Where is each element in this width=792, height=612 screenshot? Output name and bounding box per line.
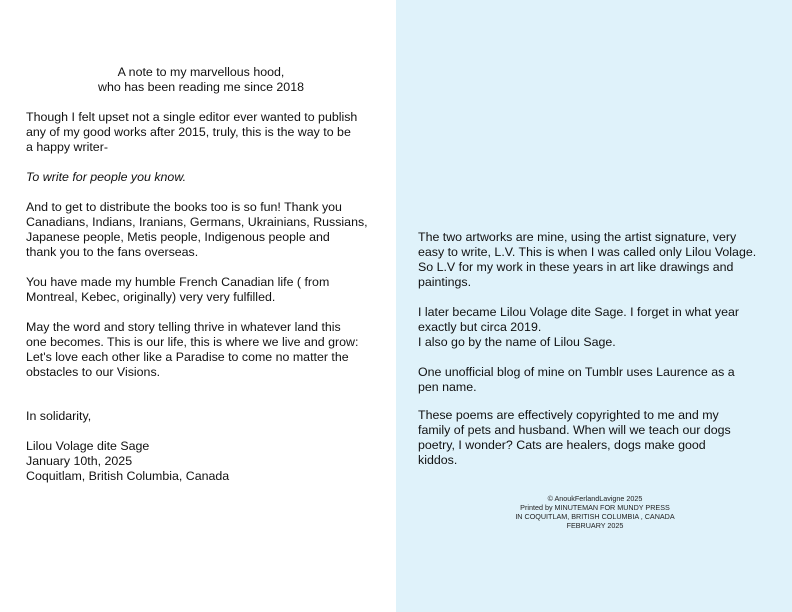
paragraph-fulfilled [26, 275, 376, 305]
signature-date: January 10th, 2025 [26, 454, 133, 468]
text-line: Japanese people, Metis people, Indigenous people and [26, 230, 330, 244]
colophon-line: FEBRUARY 2025 [566, 521, 624, 530]
text-line: And to get to distribute the books too is so fun! Thank you [26, 200, 342, 214]
text-line: one becomes. This is our life, this is where we live and grow: [26, 335, 359, 349]
text-line: The two artworks are mine, using the artist signature, very [418, 230, 737, 244]
note-heading [26, 65, 376, 95]
text-line: To write for people you know. [26, 170, 187, 184]
text-line: Montreal, Kebec, originally) very very fulfilled. [26, 290, 276, 304]
paragraph-thank-you [26, 200, 376, 260]
colophon-line: Printed by MINUTEMAN FOR MUNDY PRESS [520, 503, 670, 512]
text-line: One unofficial blog of mine on Tumblr uses Laurence as a [418, 365, 735, 379]
text-line: Though I felt upset not a single editor ever wanted to publish [26, 110, 358, 124]
colophon-line: IN COQUITLAM, BRITISH COLUMBIA , CANADA [515, 512, 675, 521]
paragraph-artworks [418, 230, 768, 290]
signature-block [26, 439, 376, 484]
signature-place: Coquitlam, British Columbia, Canada [26, 469, 230, 483]
text-line: Let's love each other like a Paradise to come no matter the [26, 350, 349, 364]
text-line: exactly but circa 2019. [418, 320, 542, 334]
paragraph-write-for-people [26, 170, 376, 185]
paragraph-editors [26, 110, 376, 155]
text-line: These poems are effectively copyrighted to me and my [418, 408, 719, 422]
heading-line: who has been reading me since 2018 [98, 80, 304, 94]
text-line: poetry, I wonder? Cats are healers, dogs make good [418, 438, 706, 452]
signature-name: Lilou Volage dite Sage [26, 439, 150, 453]
text-line: easy to write, L.V. This is when I was called only Lilou Volage. [418, 245, 757, 259]
text-line: You have made my humble French Canadian life ( from [26, 275, 330, 289]
colophon [470, 494, 720, 530]
text-line: pen name. [418, 380, 477, 394]
text-line: thank you to the fans overseas. [26, 245, 199, 259]
text-line: kiddos. [418, 453, 458, 467]
text-line: a happy writer- [26, 140, 108, 154]
colophon-line: © AnoukFerlandLavigne 2025 [547, 494, 643, 503]
text-line: So L.V for my work in these years in art like drawings and [418, 260, 734, 274]
heading-line: A note to my marvellous hood, [117, 65, 285, 79]
text-line: May the word and story telling thrive in whatever land this [26, 320, 341, 334]
text-line: I later became Lilou Volage dite Sage. I forget in what year [418, 305, 739, 319]
paragraph-name-change [418, 305, 768, 350]
text-line: any of my good works after 2015, truly, this is the way to be [26, 125, 351, 139]
text-line: paintings. [418, 275, 472, 289]
paragraph-tumblr [418, 365, 768, 395]
text-line: family of pets and husband. When will we teach our dogs [418, 423, 731, 437]
closing-text: In solidarity, [26, 409, 92, 423]
closing [26, 409, 376, 424]
text-line: obstacles to our Visions. [26, 365, 161, 379]
text-line: I also go by the name of Lilou Sage. [418, 335, 616, 349]
text-line: Canadians, Indians, Iranians, Germans, Ukrainians, Russians, [26, 215, 368, 229]
paragraph-storytelling [26, 320, 376, 380]
paragraph-copyright [418, 408, 768, 468]
